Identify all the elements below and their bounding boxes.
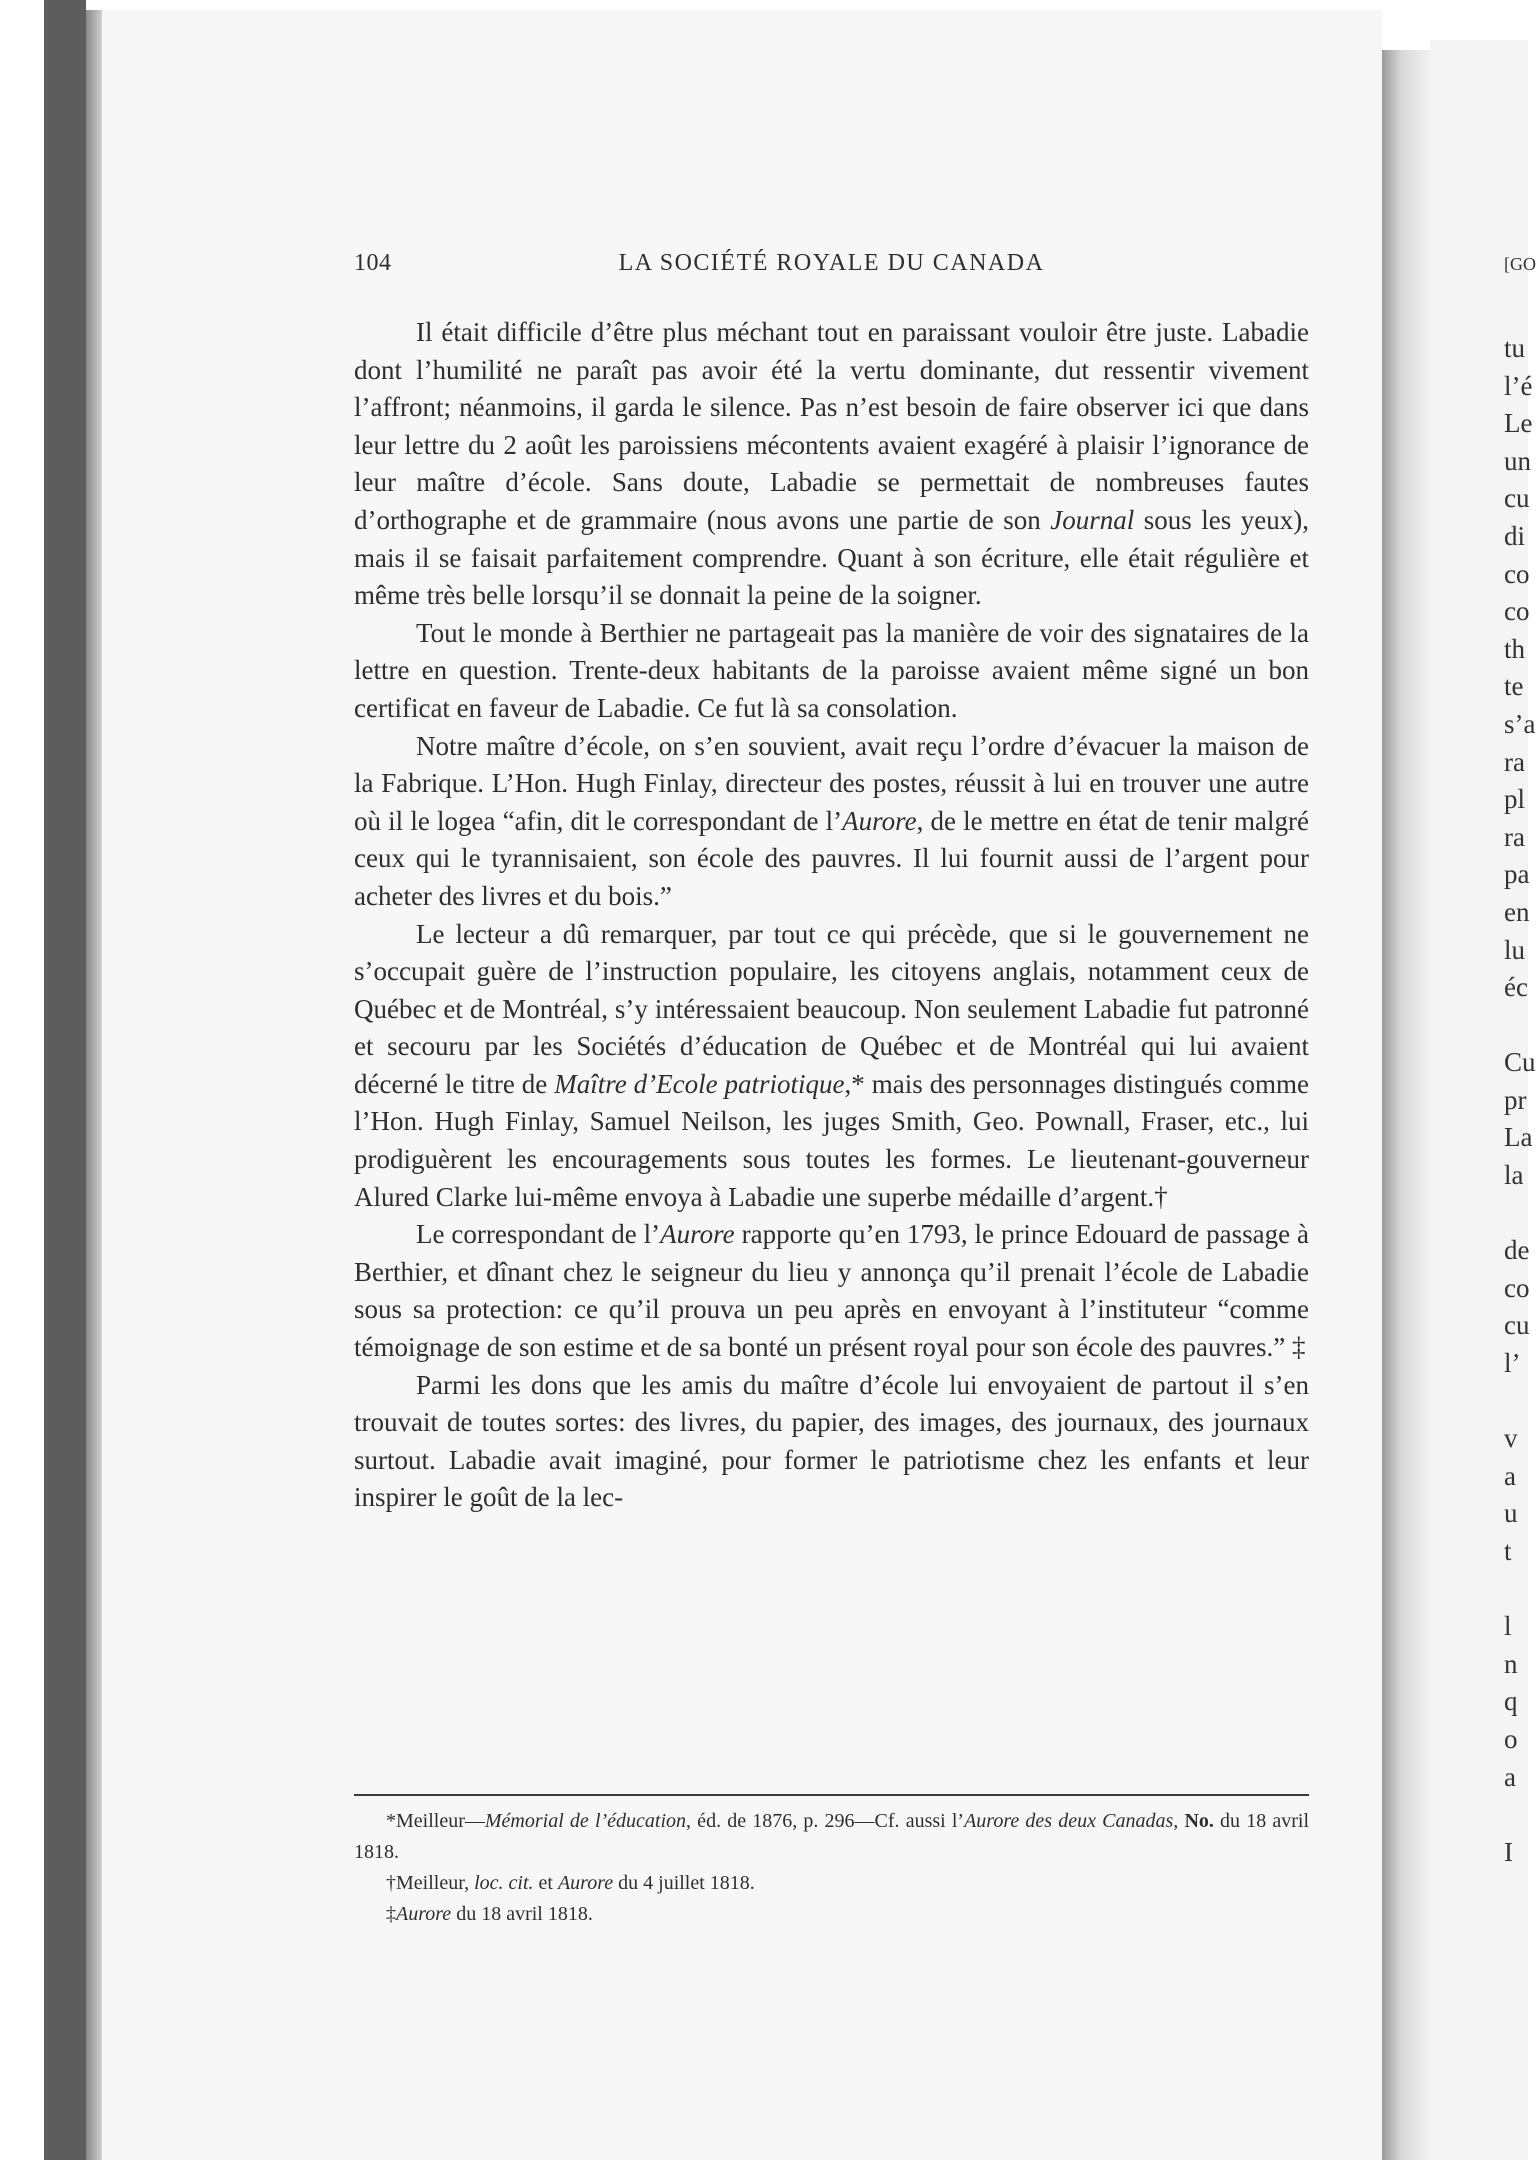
paragraph xyxy=(354,916,1309,1217)
paragraph xyxy=(354,314,1309,615)
adjacent-page-text xyxy=(1504,330,1536,1871)
adjacent-line-fragment: s’a xyxy=(1504,708,1536,739)
italic-text: Aurore xyxy=(660,1219,735,1250)
adjacent-line-fragment: co xyxy=(1504,558,1530,589)
adjacent-line-fragment: Cu xyxy=(1504,1047,1536,1078)
italic-text: Mémorial de l’éducation xyxy=(484,1810,687,1832)
adjacent-line-fragment: éc xyxy=(1504,972,1528,1003)
adjacent-line-fragment: u xyxy=(1504,1498,1518,1529)
adjacent-line-fragment: cu xyxy=(1504,483,1530,514)
text-run: , de le mettre en état de tenir malgré ceux qui le tyrannisaient, son école des pauvres. Il lui fournit aussi de l’argent pour acheter des livres et du bois.” xyxy=(354,805,1310,911)
adjacent-line-fragment: la xyxy=(1504,1160,1524,1191)
adjacent-line-fragment: de xyxy=(1504,1235,1530,1266)
adjacent-line-fragment xyxy=(1504,1796,1536,1834)
text-run: ‡ xyxy=(386,1903,396,1925)
text-run: du 4 juillet 1818. xyxy=(613,1872,755,1894)
footnote-rule xyxy=(354,1794,1309,1796)
running-header xyxy=(354,250,1309,286)
scan-page-edge xyxy=(86,10,102,2160)
adjacent-line-fragment: I xyxy=(1504,1836,1513,1867)
text-run: du 18 avril 1818. xyxy=(451,1903,593,1925)
text-run: Tout le monde à Berthier ne partageait pas la manière de voir des signataires de la lettre en question. Trente-deux habitants de la paroisse avaient même signé un bon certificat en faveur de Labadie. Ce fut là sa consolation. xyxy=(354,617,1309,723)
adjacent-page-header: [GO xyxy=(1504,254,1536,274)
paragraph xyxy=(354,615,1309,728)
adjacent-line-fragment: v xyxy=(1504,1423,1518,1454)
adjacent-line-fragment: t xyxy=(1504,1536,1512,1566)
text-run: sous les yeux), mais il se faisait parfaitement comprendre. Quant à son écriture, elle était régulière et même très belle lorsqu’il se donnait la peine de la soigner. xyxy=(354,504,1309,611)
adjacent-line-fragment xyxy=(1504,1195,1536,1233)
adjacent-line-fragment: l’é xyxy=(1504,370,1533,401)
adjacent-line-fragment: l xyxy=(1504,1611,1512,1642)
adjacent-line-fragment: pr xyxy=(1504,1084,1527,1115)
adjacent-line-fragment: n xyxy=(1504,1648,1518,1679)
adjacent-line-fragment: o xyxy=(1504,1723,1518,1754)
adjacent-line-fragment: di xyxy=(1504,520,1526,551)
book-gutter xyxy=(1382,50,1430,2160)
paragraph xyxy=(354,1367,1309,1517)
adjacent-line-fragment: th xyxy=(1504,633,1526,664)
adjacent-line-fragment: pl xyxy=(1504,784,1526,815)
paragraph xyxy=(354,1216,1309,1366)
adjacent-line-fragment: La xyxy=(1504,1122,1533,1153)
footnote xyxy=(354,1806,1309,1868)
adjacent-line-fragment: a xyxy=(1504,1761,1516,1792)
adjacent-line-fragment: un xyxy=(1504,445,1531,476)
footnotes xyxy=(354,1806,1309,1930)
adjacent-line-fragment: te xyxy=(1504,671,1524,702)
italic-text: Journal xyxy=(1050,504,1135,535)
text-run: †Meilleur, xyxy=(386,1872,475,1894)
text-run: , xyxy=(1173,1810,1185,1832)
italic-text: Aurore des deux Canadas xyxy=(964,1810,1174,1832)
italic-text: Aurore xyxy=(396,1903,452,1925)
text-run: Le lecteur a dû remarquer, par tout ce qui précède, que si le gouvernement ne s’occupait guère de l’instruction populaire, les citoyens anglais, notamment ceux de Québec et de Montréal, s’y intéressaient beaucoup. Non seulement Labadie fut patronné et secouru par les Sociétés d’éducation de Québec et de Montréal qui lui avaient décerné le titre de xyxy=(354,918,1309,1099)
italic-text: Aurore xyxy=(557,1872,614,1894)
adjacent-line-fragment: lu xyxy=(1504,934,1526,965)
page-number: 104 xyxy=(354,250,392,276)
italic-text: loc. cit. xyxy=(474,1872,534,1894)
text-run: , éd. de 1876, p. 296—Cf. aussi l’ xyxy=(686,1810,965,1832)
adjacent-line-fragment: cu xyxy=(1504,1310,1530,1341)
text-run: Notre maître d’école, on s’en souvient, avait reçu l’ordre d’évacuer la maison de la Fabrique. L’Hon. Hugh Finlay, directeur des postes, réussit à lui en trouver une autre où il le logea “afin, dit le correspondant de l’ xyxy=(354,730,1309,836)
text-run: Le correspondant de l’ xyxy=(416,1219,661,1250)
adjacent-line-fragment: a xyxy=(1504,1460,1516,1491)
adjacent-line-fragment: ra xyxy=(1504,821,1525,852)
body-text xyxy=(354,314,1309,1517)
italic-text: Maître d’Ecole patriotique xyxy=(554,1068,845,1099)
footnote xyxy=(354,1868,1309,1899)
adjacent-line-fragment: tu xyxy=(1504,333,1526,363)
adjacent-line-fragment: l’ xyxy=(1504,1348,1521,1379)
text-run: Parmi les dons que les amis du maître d’école lui envoyaient de partout il s’en trouvait de toutes sortes: des livres, du papier, des images, des journaux, des journaux surtout. Labadie avait imaginé, pour former le patriotisme chez les enfants et leur inspirer le goût de la lec- xyxy=(354,1369,1309,1513)
adjacent-line-fragment xyxy=(1504,1383,1536,1421)
text-run: Il était difficile d’être plus méchant tout en paraissant vouloir être juste. Labadie dont l’humilité ne paraît pas avoir été la vertu dominante, dut ressentir vivement l’affront; néanmoins, il garda le silence. Pas n’est besoin de faire observer ici que dans leur lettre du 2 août les paroissiens mécontents avaient exagéré à plaisir l’ignorance de leur maître d’école. Sans doute, Labadie se permettait de nombreuses fautes d’orthographe et de grammaire (nous avons une partie de son xyxy=(354,317,1309,535)
adjacent-line-fragment: q xyxy=(1504,1686,1518,1717)
text-run: *Meilleur— xyxy=(386,1810,485,1832)
adjacent-line-fragment xyxy=(1504,1571,1536,1609)
adjacent-line-fragment: co xyxy=(1504,1272,1530,1303)
adjacent-line-fragment: en xyxy=(1504,896,1530,927)
text-run: ,* mais des personnages distingués comme l’Hon. Hugh Finlay, Samuel Neilson, les juges Smith, Geo. Pownall, Fraser, etc., lui prodiguèrent les encouragements sous toutes les formes. Le lieutenant-gouverneur Alured Clarke lui-même envoya à Labadie une superbe médaille d’argent.† xyxy=(354,1068,1309,1212)
text-run: rapporte qu’en 1793, le prince Edouard de passage à Berthier, et dînant chez le seigneur du lieu y annonça qu’il prenait l’école de Labadie sous sa protection: ce qu’il prouva un peu après en envoyant à l’instituteur “comme témoignage de son estime et de sa bonté un présent royal pour son école des pauvres.” ‡ xyxy=(354,1219,1309,1363)
adjacent-line-fragment: pa xyxy=(1504,859,1530,890)
adjacent-line-fragment: Le xyxy=(1504,408,1533,439)
bold-text: No. xyxy=(1184,1810,1214,1832)
footnote xyxy=(354,1899,1309,1930)
running-title: LA SOCIÉTÉ ROYALE DU CANADA xyxy=(618,250,1045,276)
scan-binding-shadow xyxy=(44,0,86,2160)
text-run: du 18 avril 1818. xyxy=(354,1810,1310,1863)
adjacent-line-fragment xyxy=(1504,1007,1536,1045)
adjacent-line-fragment: co xyxy=(1504,596,1530,627)
text-run: et xyxy=(533,1872,558,1894)
italic-text: Aurore xyxy=(842,805,917,836)
adjacent-line-fragment: ra xyxy=(1504,746,1525,777)
paragraph xyxy=(354,728,1309,916)
